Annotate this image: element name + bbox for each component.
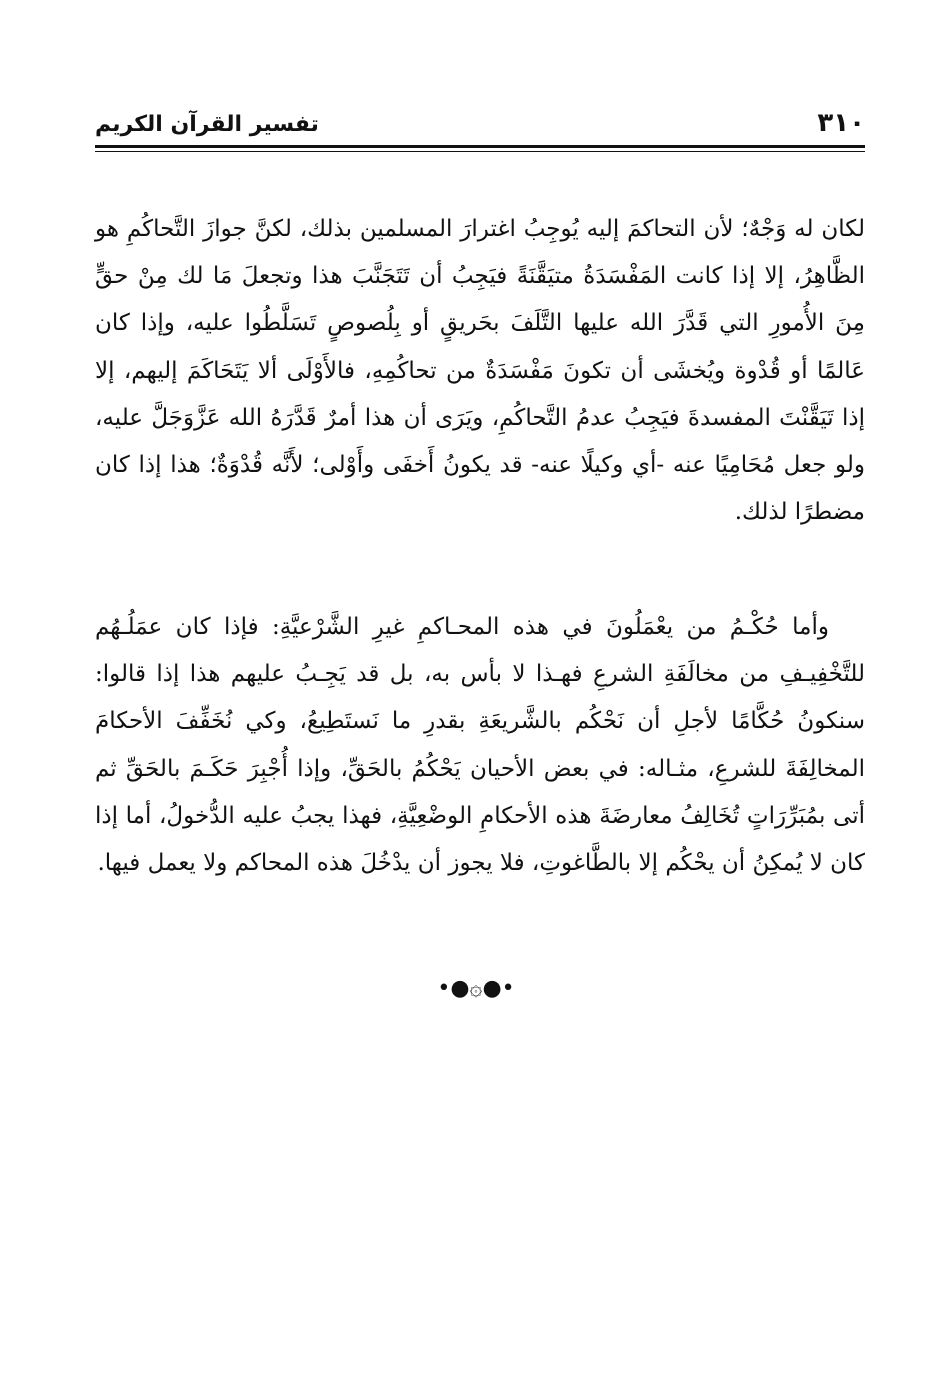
- book-title: تفسير القرآن الكريم: [95, 112, 319, 137]
- header-rule-thick: [95, 145, 865, 148]
- section-end-ornament: •●۞●•: [437, 976, 515, 1001]
- paragraph-2: وأما حُكْـمُ من يعْمَلُونَ في هذه المحـاكمِ غيرِ الشَّرْعيَّةِ: فإذا كان عمَلُـهُم للتَّخْفِيـفِ من مخالَفَةِ الشرعِ فهـذا لا بأس به، بل قد يَجِـبُ عليهم هذا إذا قالوا: سنكونُ حُكَّامًا لأجلِ أن نَحْكُم بالشَّريعَةِ بقدرِ ما نَستَطِيعُ، وكي نُخَفِّفَ الأحكامَ المخالِفَةَ للشرعِ، مثـاله: في بعض الأحيان يَحْكُمُ بالحَقِّ، وإذا أُجْبِرَ حَكَـمَ بالحَقِّ ثم أتى بمُبَرِّرَاتٍ تُخَالِفُ معارضَةَ هذه الأحكامِ الوضْعِيَّةِ، فهذا يجبُ عليه الدُّخولُ، أما إذا كان لا يُمكِنُ أن يحْكُم إلا بالطَّاغوتِ، فلا يجوز أن يدْخُلَ هذه المحاكم ولا يعمل فيها.: [95, 614, 865, 877]
- paragraph-1: لكان له وَجْهٌ؛ لأن التحاكمَ إليه يُوجِبُ اغترارَ المسلمين بذلك، لكنَّ جوازَ التَّحاكُمِ هو الظَّاهِرُ، إلا إذا كانت المَفْسَدَةُ متيَقَّنَةً فيَجِبُ أن تَتَجَنَّبَ هذا وتجعلَ مَا لك مِنْ حقٍّ مِنَ الأُمورِ التي قَدَّرَ الله عليها التَّلَفَ بحَريقٍ أو بِلُصوصٍ تَسَلَّطُوا عليه، وإذا كان عَالمًا أو قُدْوة ويُخشَى أن تكونَ مَفْسَدَةٌ من تحاكُمِهِ، فالأَوْلَى ألا يَتَحَاكَمَ إليهم، إلا إذا تَيَقَّنْتَ المفسدةَ فيَجِبُ عدمُ التَّحاكُمِ، ويَرَى أن هذا أمرٌ قَدَّرَهُ الله عَزَّوَجَلَّ عليه، ولو جعل مُحَامِيًا عنه -أي وكيلًا عنه- قد يكونُ أَخفَى وأَوْلى؛ لأَنَّه قُدْوَةٌ؛ هذا إذا كان مضطرًا لذلك.: [95, 216, 865, 526]
- page-header: [95, 108, 865, 148]
- page-number: ٣١٠: [817, 108, 865, 138]
- header-rule-thin: [95, 151, 865, 152]
